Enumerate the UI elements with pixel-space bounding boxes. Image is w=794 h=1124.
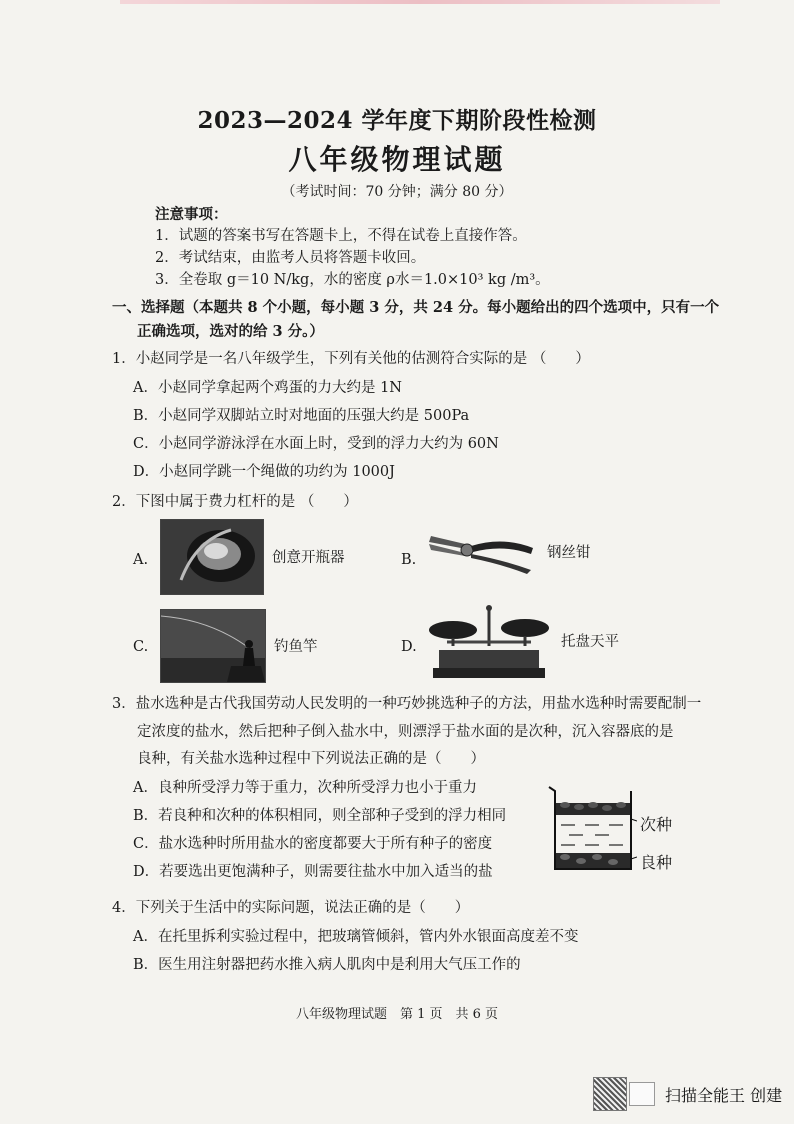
q4-option-b: B．医生用注射器把药水推入病人肌肉中是利用大气压工作的 [133, 957, 521, 973]
watermark-text: 扫描全能王 创建 [665, 1085, 783, 1105]
q2-option-b-label: B. [401, 552, 417, 568]
question-3-stem-cont: 定浓度的盐水，然后把种子倒入盐水中，则漂浮于盐水面的是次种，沉入容器底的是 [137, 724, 674, 740]
note-item: 2．考试结束，由监考人员将答题卡收回。 [155, 250, 426, 266]
section-heading-cont: 正确选项，选对的给 3 分。） [137, 323, 324, 340]
pliers-picture [425, 530, 537, 574]
q3-option-c: C．盐水选种时所用盐水的密度都要大于所有种子的密度 [133, 836, 493, 852]
bottle-opener-photo [160, 519, 264, 595]
question-3-stem-cont: 良种，有关盐水选种过程中下列说法正确的是（ ） [137, 751, 485, 767]
seed-label-inferior: 次种 [640, 815, 673, 834]
app-logo-icon [629, 1082, 655, 1106]
question-2-stem: 2．下图中属于费力杠杆的是 （ ） [112, 494, 358, 510]
section-heading: 一、选择题（本题共 8 个小题，每小题 3 分，共 24 分。每小题给出的四个选项中，只有一个 [112, 299, 720, 316]
fishing-rod-photo [160, 609, 266, 683]
q3-option-d: D．若要选出更饱满种子，则需要往盐水中加入适当的盐 [133, 864, 493, 880]
beaker-diagram [545, 783, 637, 873]
q2-option-d-label: D. [401, 639, 417, 655]
qr-code-icon [593, 1077, 627, 1111]
q1-option-c: C．小赵同学游泳浮在水面上时，受到的浮力大约为 60N [133, 436, 499, 452]
q3-option-a: A．良种所受浮力等于重力，次种所受浮力也小于重力 [133, 780, 477, 796]
q2-option-c-caption: 钓鱼竿 [274, 639, 318, 655]
q4-option-a: A．在托里拆利实验过程中，把玻璃管倾斜，管内外水银面高度差不变 [133, 929, 579, 945]
q2-option-c-label: C. [133, 639, 149, 655]
q2-option-a-caption: 创意开瓶器 [272, 550, 345, 566]
seed-label-good: 良种 [640, 853, 673, 872]
q2-option-d-caption: 托盘天平 [561, 634, 619, 650]
page-footer: 八年级物理试题 第 1 页 共 6 页 [295, 1007, 499, 1022]
q1-option-b: B．小赵同学双脚站立时对地面的压强大约是 500Pa [133, 408, 470, 424]
question-4-stem: 4．下列关于生活中的实际问题，说法正确的是（ ） [112, 900, 470, 916]
top-edge-stripe [120, 0, 720, 4]
note-item: 3．全卷取 g＝10 N/kg，水的密度 ρ水＝1.0×10³ kg /m³。 [155, 272, 550, 288]
exam-subtitle: 八年级物理试题 [288, 143, 506, 176]
question-3-stem: 3．盐水选种是古代我国劳动人民发明的一种巧妙挑选种子的方法，用盐水选种时需要配制一 [112, 696, 702, 712]
question-1-stem: 1．小赵同学是一名八年级学生，下列有关他的估测符合实际的是 （ ） [112, 351, 590, 367]
exam-info: （考试时间：70 分钟；满分 80 分） [281, 184, 513, 200]
q2-option-b-caption: 钢丝钳 [547, 545, 591, 561]
scanner-watermark [593, 1074, 787, 1114]
balance-scale-picture [425, 602, 553, 684]
q1-option-d: D．小赵同学跳一个绳做的功约为 1000J [133, 464, 395, 480]
exam-title: 2023—2024 学年度下期阶段性检测 [197, 107, 597, 134]
notes-heading: 注意事项： [155, 206, 228, 223]
q1-option-a: A．小赵同学拿起两个鸡蛋的力大约是 1N [133, 380, 402, 396]
note-item: 1．试题的答案书写在答题卡上，不得在试卷上直接作答。 [155, 228, 527, 244]
q3-option-b: B．若良种和次种的体积相同，则全部种子受到的浮力相同 [133, 808, 507, 824]
q2-option-a-label: A. [133, 552, 149, 568]
